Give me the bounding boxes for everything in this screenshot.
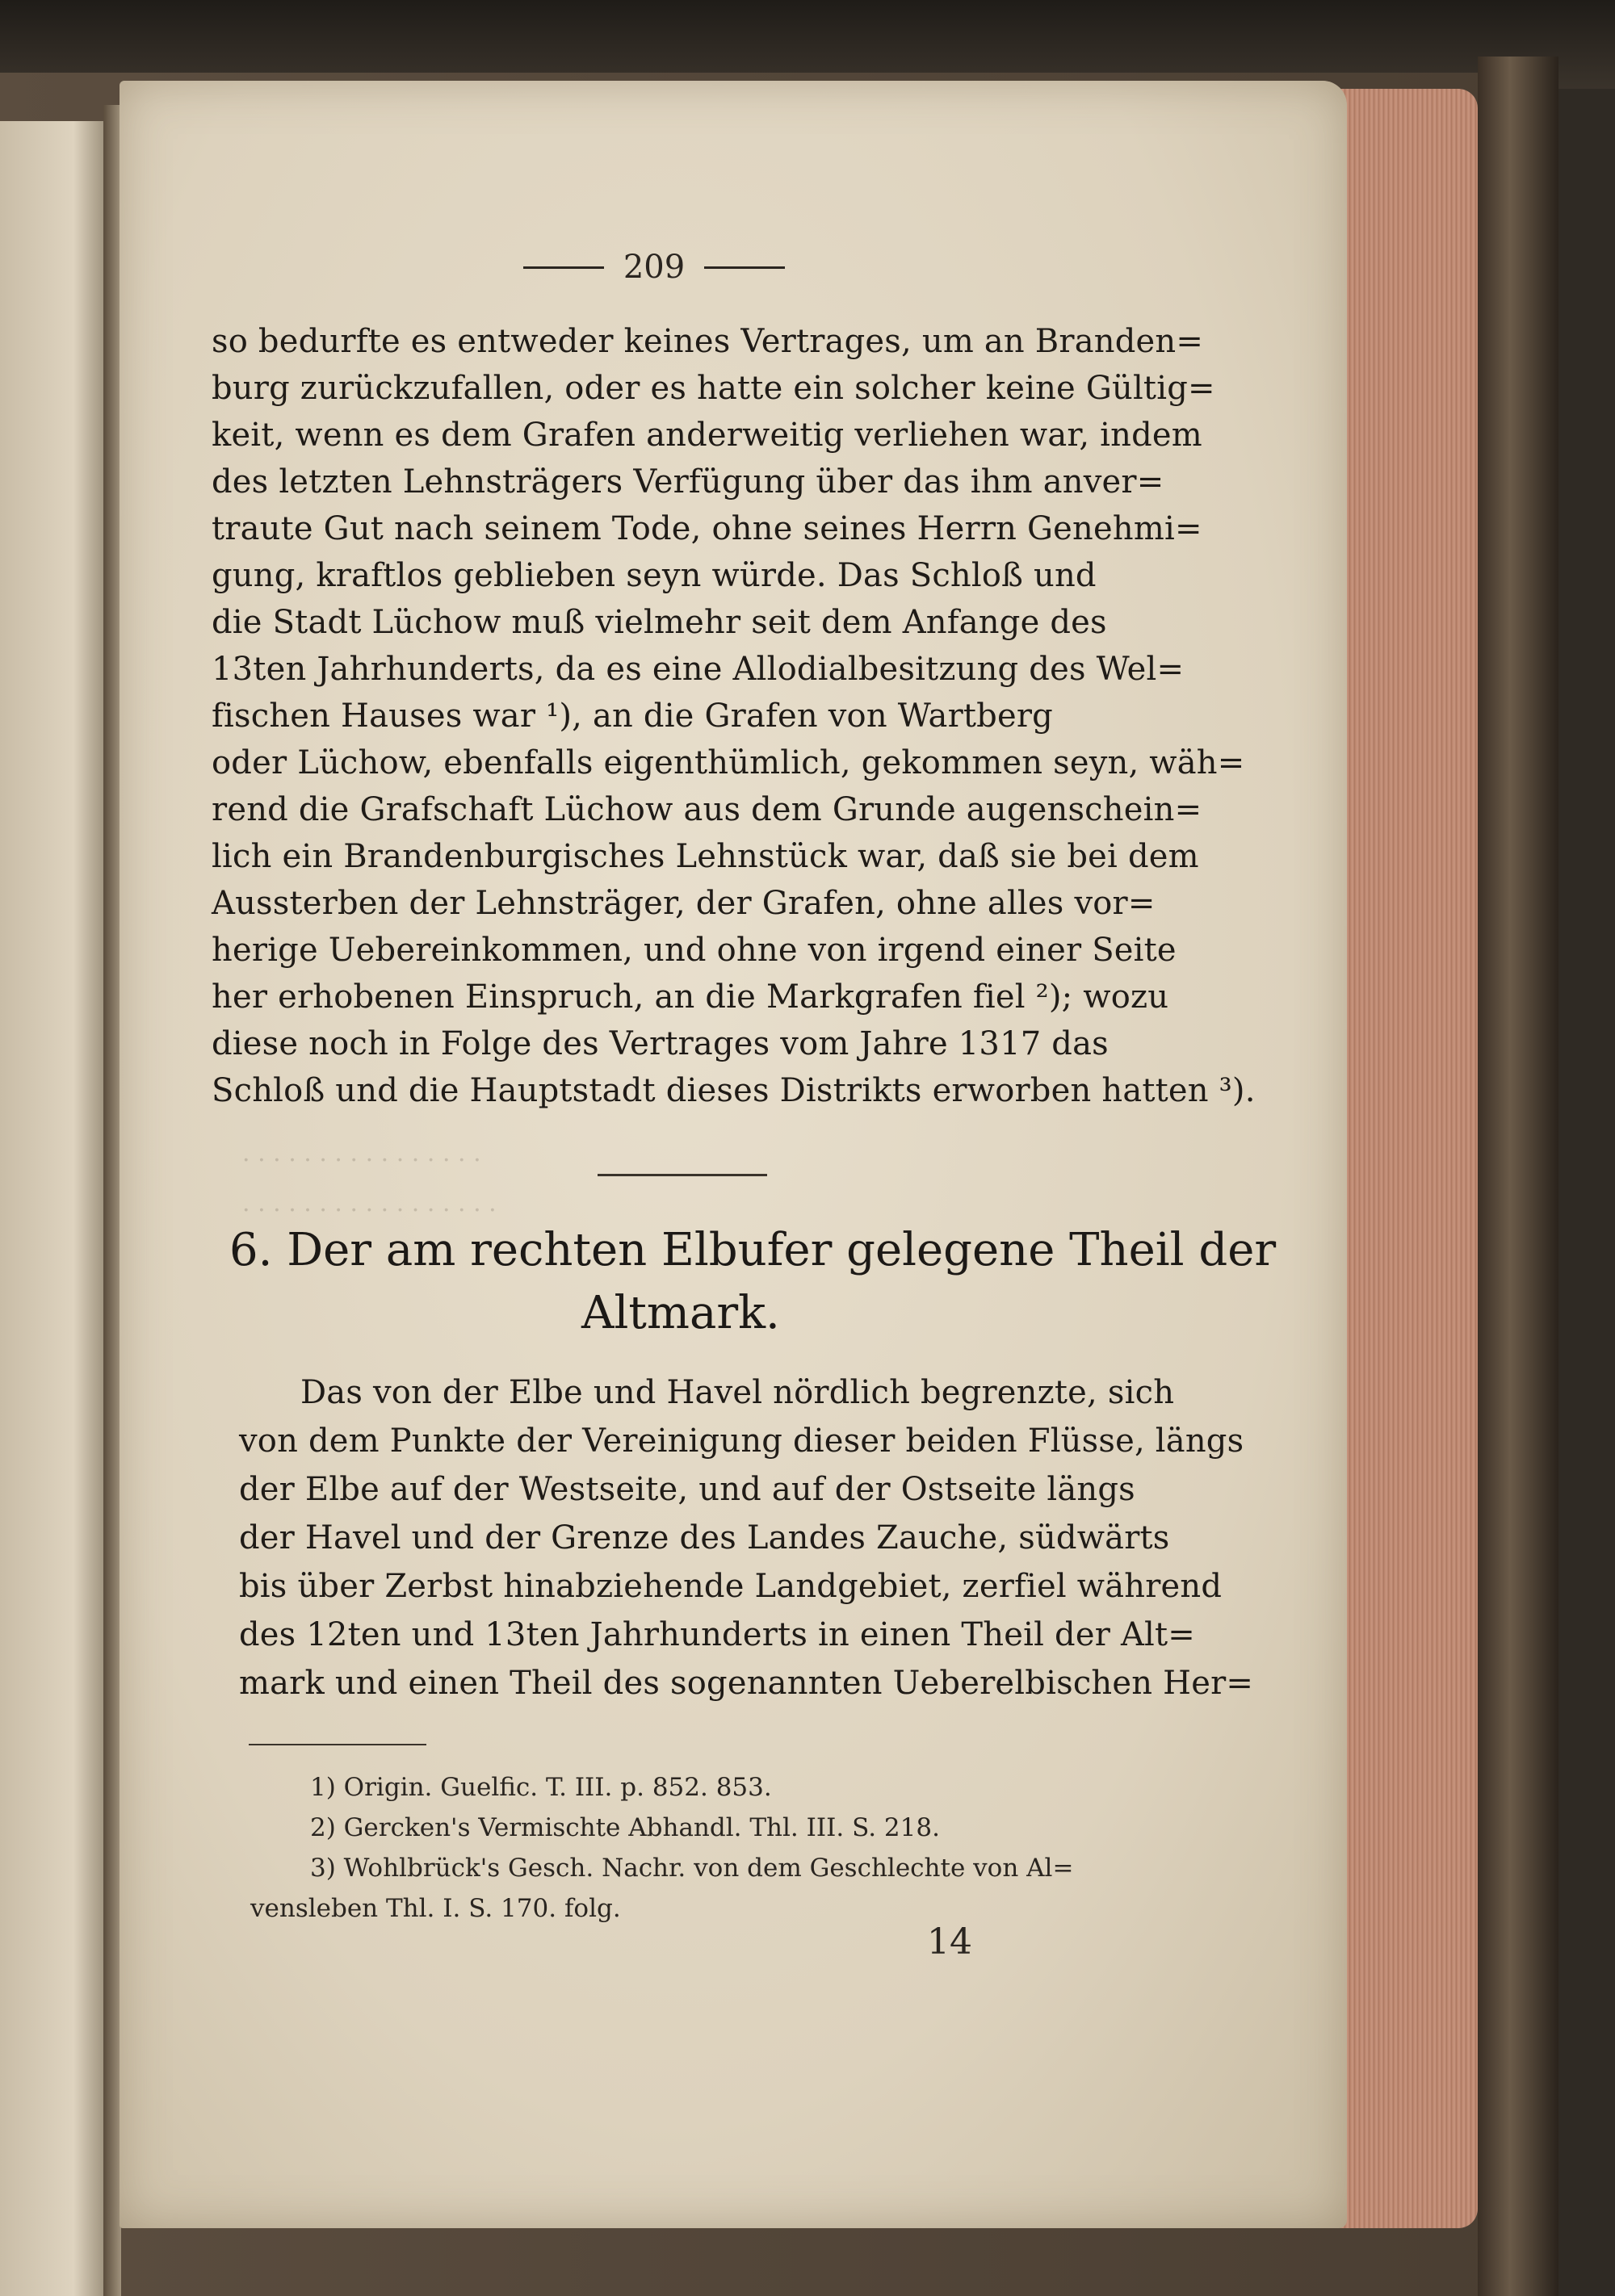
body-line: herige Uebereinkommen, und ohne von irgend einer Seite bbox=[212, 932, 1177, 969]
book-spine bbox=[1478, 57, 1558, 2296]
page-number: 209 bbox=[623, 249, 686, 286]
body-line: keit, wenn es dem Grafen anderweitig verliehen war, indem bbox=[212, 417, 1202, 454]
section-body-line: mark und einen Theil des sogenannten Ueberelbischen Her= bbox=[239, 1665, 1254, 1702]
show-through-text: · · · · · · · · · · · · · · · · · bbox=[242, 1196, 497, 1225]
footnote-rule bbox=[249, 1744, 426, 1745]
page-header bbox=[501, 247, 808, 287]
body-line: oder Lüchow, ebenfalls eigenthümlich, gekommen seyn, wäh= bbox=[212, 744, 1245, 781]
body-line: diese noch in Folge des Vertrages vom Jahre 1317 das bbox=[212, 1025, 1109, 1062]
signature-mark: 14 bbox=[927, 1921, 972, 1963]
body-line: her erhobenen Einspruch, an die Markgrafen fiel ²); wozu bbox=[212, 978, 1169, 1016]
section-body-line: des 12ten und 13ten Jahrhunderts in einen Theil der Alt= bbox=[239, 1616, 1196, 1653]
section-body-line: bis über Zerbst hinabziehende Landgebiet, zerfiel während bbox=[239, 1568, 1223, 1605]
body-line: gung, kraftlos geblieben seyn würde. Das Schloß und bbox=[212, 557, 1097, 594]
body-line: traute Gut nach seinem Tode, ohne seines Herrn Genehmi= bbox=[212, 510, 1202, 547]
section-body-line: Das von der Elbe und Havel nördlich begrenzte, sich bbox=[300, 1374, 1175, 1411]
header-rule-right bbox=[704, 266, 785, 269]
body-line: die Stadt Lüchow muß vielmehr seit dem Anfange des bbox=[212, 604, 1107, 641]
body-line: rend die Grafschaft Lüchow aus dem Grunde augenschein= bbox=[212, 791, 1202, 828]
body-line: burg zurückzufallen, oder es hatte ein solcher keine Gültig= bbox=[212, 370, 1215, 407]
body-line: Schloß und die Hauptstadt dieses Distrikts erworben hatten ³). bbox=[212, 1072, 1256, 1109]
section-body-line: der Elbe auf der Westseite, und auf der Ostseite längs bbox=[239, 1471, 1135, 1508]
body-line: so bedurfte es entweder keines Vertrages, um an Branden= bbox=[212, 323, 1204, 360]
show-through-text: · · · · · · · · · · · · · · · · bbox=[242, 1146, 481, 1175]
section-title-line2: Altmark. bbox=[581, 1287, 780, 1339]
footnote: vensleben Thl. I. S. 170. folg. bbox=[250, 1894, 621, 1923]
section-number: 6. bbox=[229, 1224, 273, 1276]
body-line: des letzten Lehnsträgers Verfügung über das ihm anver= bbox=[212, 463, 1164, 501]
body-line: 13ten Jahrhunderts, da es eine Allodialbesitzung des Wel= bbox=[212, 651, 1185, 688]
section-body-line: von dem Punkte der Vereinigung dieser beiden Flüsse, längs bbox=[239, 1422, 1244, 1460]
header-rule-left bbox=[523, 266, 604, 269]
section-body-line: der Havel und der Grenze des Landes Zauche, südwärts bbox=[239, 1519, 1170, 1557]
section-title-line1: Der am rechten Elbufer gelegene Theil der bbox=[287, 1224, 1277, 1276]
body-line: Aussterben der Lehnsträger, der Grafen, ohne alles vor= bbox=[212, 885, 1156, 922]
footnote: 2) Gercken's Vermischte Abhandl. Thl. III. S. 218. bbox=[310, 1813, 940, 1842]
left-page-edge bbox=[0, 121, 107, 2296]
book-gutter bbox=[103, 105, 121, 2296]
footnote: 1) Origin. Guelfic. T. III. p. 852. 853. bbox=[310, 1773, 772, 1802]
footnote: 3) Wohlbrück's Gesch. Nachr. von dem Geschlechte von Al= bbox=[310, 1854, 1074, 1883]
page-block-edge bbox=[1340, 89, 1478, 2228]
body-line: fischen Hauses war ¹), an die Grafen von Wartberg bbox=[212, 698, 1053, 735]
section-divider bbox=[598, 1174, 767, 1176]
section-heading bbox=[229, 1224, 1276, 1276]
body-line: lich ein Brandenburgisches Lehnstück war, daß sie bei dem bbox=[212, 838, 1199, 875]
